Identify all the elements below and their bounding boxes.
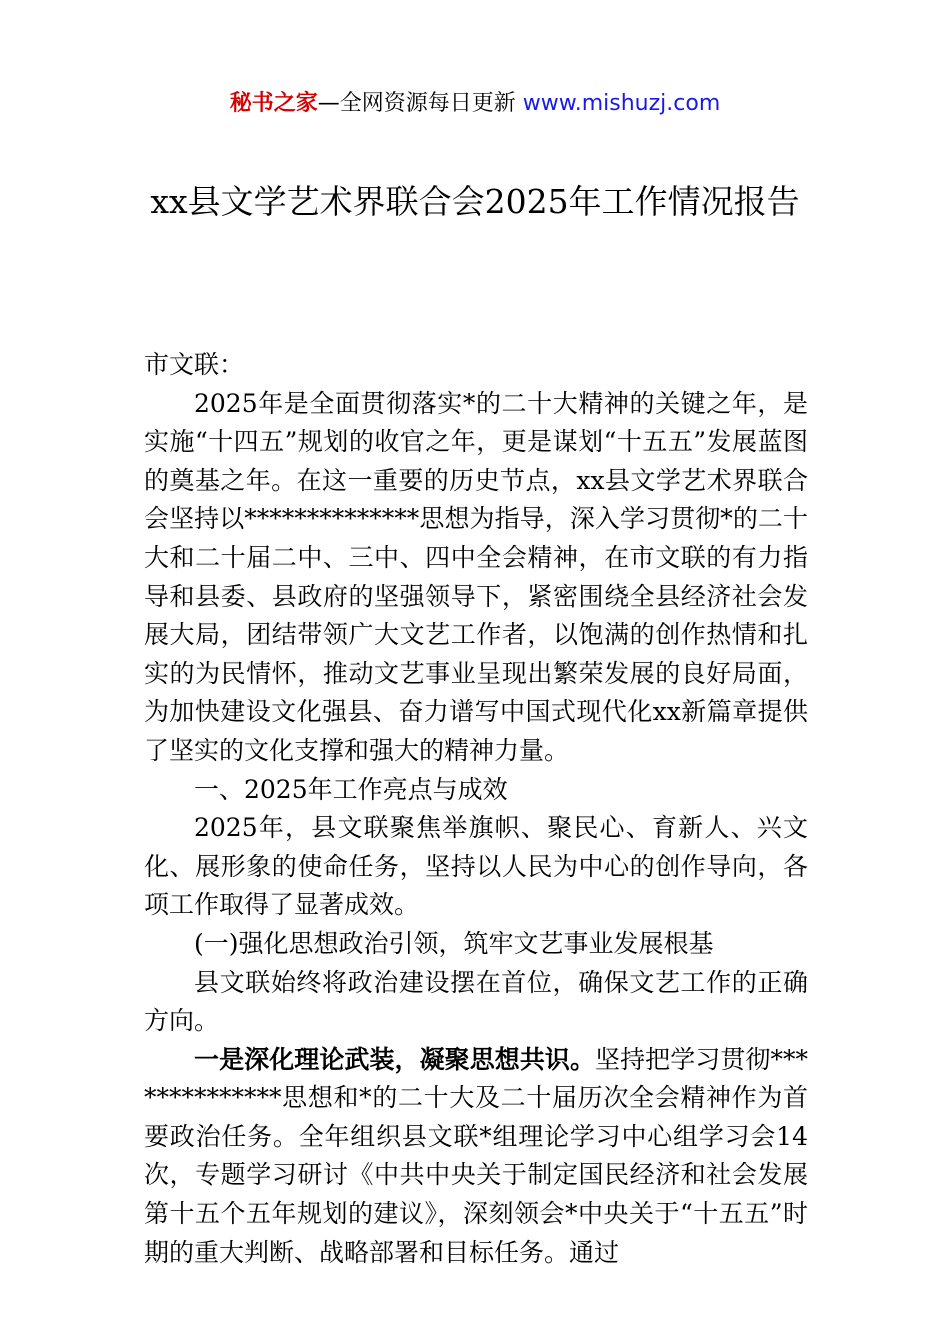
site-header bbox=[0, 86, 950, 122]
section-heading: 一、2025年工作亮点与成效 bbox=[194, 774, 508, 804]
paragraph-text: 坚持把学习贯彻**************思想和*的二十大及二十届历次全会精神作为首要政治任务。全年组织县文联*组理论学习中心组学习会14次，专题学习研讨《中共中央关于制定国民经济和社会发展第十五个五年规划的建议》，深刻领会*中央关于“十五五”时期的重大判断、战略部署和目标任务。通过 bbox=[144, 1044, 808, 1267]
body-paragraph bbox=[144, 1041, 808, 1273]
document-body bbox=[144, 346, 808, 1272]
section-intro-paragraph: 2025年，县文联聚焦举旗帜、聚民心、育新人、兴文化、展形象的使命任务，坚持以人民为中心的创作导向，各项工作取得了显著成效。 bbox=[144, 813, 808, 920]
paragraph-lead: 一是深化理论武装，凝聚思想共识。 bbox=[194, 1044, 596, 1074]
site-url-link[interactable]: www.mishuzj.com bbox=[522, 91, 721, 116]
document-title: xx县文学艺术界联合会2025年工作情况报告 bbox=[150, 182, 800, 221]
brand-name: 秘书之家 bbox=[229, 91, 318, 116]
intro-paragraph: 2025年是全面贯彻落实*的二十大精神的关键之年，是实施“十四五”规划的收官之年，更是谋划“十五五”发展蓝图的奠基之年。在这一重要的历史节点，xx县文学艺术界联合会坚持以**************思想为指导，深入学习贯彻*的二十大和二十届二中、三中、四中全会精神，在市文联的有力指导和县委、县政府的坚强领导下，紧密围绕全县经济社会发展大局，团结带领广大文艺工作者，以饱满的创作热情和扎实的为民情怀，推动文艺事业呈现出繁荣发展的良好局面，为加快建设文化强县、奋力谱写中国式现代化xx新篇章提供了坚实的文化支撑和强大的精神力量。 bbox=[144, 388, 808, 765]
subsection-intro-paragraph: 县文联始终将政治建设摆在首位，确保文艺工作的正确方向。 bbox=[144, 967, 808, 1036]
header-tagline: —全网资源每日更新 bbox=[317, 91, 523, 116]
subsection-heading: (一)强化思想政治引领，筑牢文艺事业发展根基 bbox=[194, 928, 714, 958]
salutation: 市文联： bbox=[144, 350, 245, 379]
